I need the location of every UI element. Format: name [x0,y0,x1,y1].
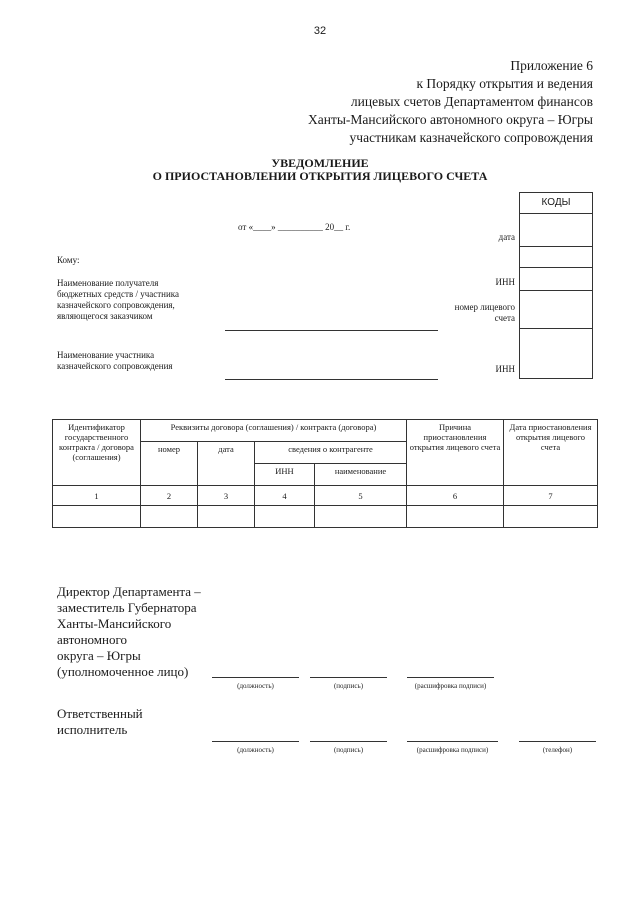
column-number: 2 [141,486,198,506]
inn-label: ИНН [495,277,515,287]
recipient-fill-line[interactable] [225,330,438,331]
header-reason: Причина приостановления открытия лицевого счета [407,420,504,486]
table-cell[interactable] [315,506,407,528]
caption-position: (должность) [237,682,274,690]
page-number: 32 [313,25,327,37]
caption-decoding: (расшифровка подписи) [416,746,489,754]
document-title [0,157,640,183]
caption-signature: (подпись) [333,682,364,690]
column-number: 3 [198,486,255,506]
appendix-line: участникам казначейского сопровождения [349,130,593,145]
table-cell[interactable] [255,506,315,528]
header-contract-id: Идентификатор государственного контракта / договора (соглашения) [53,420,141,486]
header-date: дата [198,442,255,486]
executor-position-line[interactable] [212,741,299,742]
to-label: Кому: [57,255,80,265]
participant-label: Наименование участника казначейского сопровождения [57,350,173,371]
title-line: УВЕДОМЛЕНИЕ [271,156,369,170]
code-cell-account [520,291,592,329]
table-cell[interactable] [53,506,141,528]
caption-signature: (подпись) [333,746,364,754]
director-signature-line[interactable] [310,677,387,678]
header-contract-details: Реквизиты договора (соглашения) / контракта (договора) [141,420,407,442]
code-cell-inn-participant [520,329,592,379]
header-number: номер [141,442,198,486]
caption-decoding: (расшифровка подписи) [414,682,487,690]
recipient-label: Наименование получателя бюджетных средств / участника казначейского сопровождения, являющегося заказчиком [57,278,180,321]
codes-header: КОДЫ [520,193,592,214]
caption-phone: (телефон) [542,746,573,754]
executor-decoding-line[interactable] [407,741,498,742]
table-cell[interactable] [198,506,255,528]
appendix-line: Ханты-Мансийского автономного округа – Югры [308,112,593,127]
participant-fill-line[interactable] [225,379,438,380]
director-label: Директор Департамента – заместитель Губернатора Ханты-Мансийского автономного округа – Югры (уполномоченное лицо) [57,584,201,679]
appendix-line: лицевых счетов Департаментом финансов [350,94,593,109]
header-inn: ИНН [255,464,315,486]
executor-label: Ответственный исполнитель [57,706,143,737]
appendix-line: Приложение 6 [510,58,593,73]
title-line: О ПРИОСТАНОВЛЕНИИ ОТКРЫТИЯ ЛИЦЕВОГО СЧЕТА [152,169,488,183]
table-row [53,506,598,528]
director-position-line[interactable] [212,677,299,678]
date-line: от «____» __________ 20__ г. [238,222,351,232]
director-decoding-line[interactable] [407,677,494,678]
header-name: наименование [315,464,407,486]
codes-box [519,192,593,379]
column-number: 1 [53,486,141,506]
table-cell[interactable] [141,506,198,528]
column-number: 6 [407,486,504,506]
column-number: 4 [255,486,315,506]
header-counterparty: сведения о контрагенте [255,442,407,464]
code-cell-date [520,214,592,247]
executor-signature-line[interactable] [310,741,387,742]
executor-phone-line[interactable] [519,741,596,742]
notification-table [52,419,598,528]
inn-label-participant: ИНН [495,364,515,374]
appendix-line: к Порядку открытия и ведения [416,76,593,91]
account-number-label: номер лицевого счета [454,302,515,323]
code-cell-empty [520,247,592,268]
table-cell[interactable] [504,506,598,528]
column-number: 7 [504,486,598,506]
date-label: дата [498,232,515,242]
code-cell-inn [520,268,592,291]
header-suspension-date: Дата приостановления открытия лицевого счета [504,420,598,486]
column-number: 5 [315,486,407,506]
appendix-header [308,57,593,147]
table-cell[interactable] [407,506,504,528]
caption-position: (должность) [237,746,274,754]
